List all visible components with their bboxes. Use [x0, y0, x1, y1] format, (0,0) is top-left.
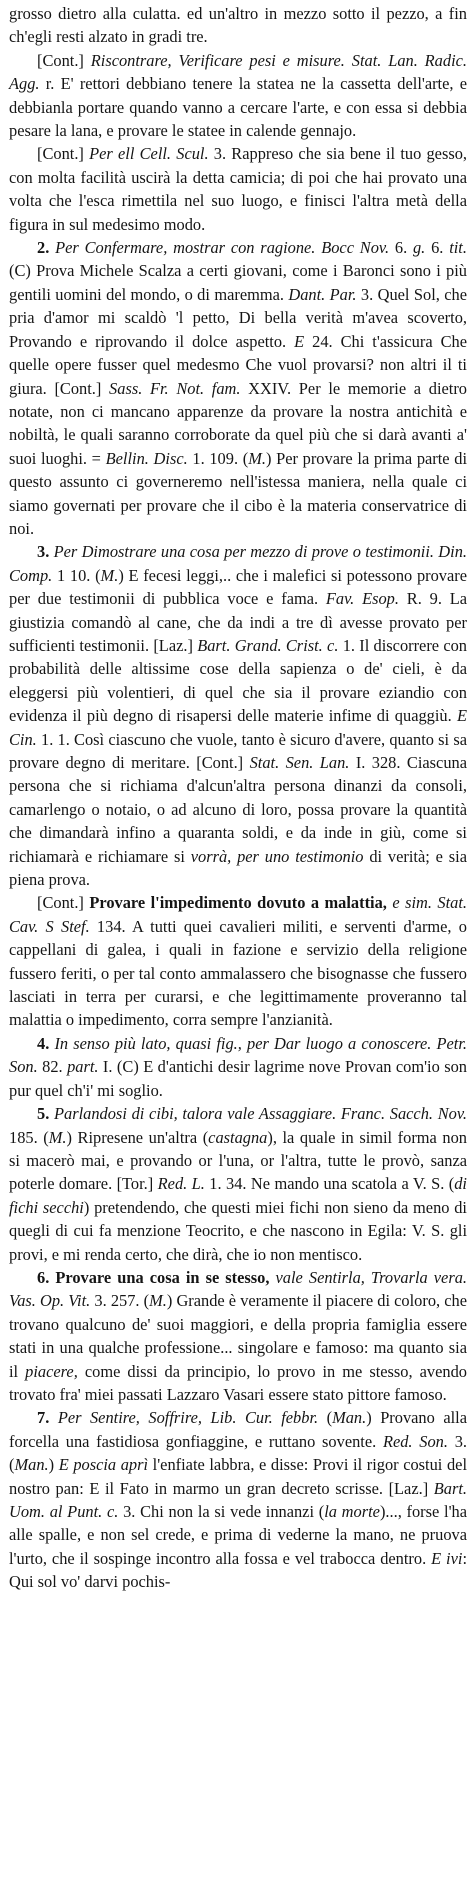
entry-text: ) Grande è veramente il piacere di coloro, che trovano qualcuno de' suoi maggiori, e della propria famiglia essere stati in una qualche professione... singolare e famoso: ma quanto sia il	[9, 1291, 467, 1381]
entry-text: I. 328. Ciascuna persona che si richiama d'alcun'altra persona dinanzi da consoli, camarlengo o notaio, o ad alcuno di loro, possa provare la quantità che dimandarà infino a quaranta soldi, e da inde in giù, come si richiamarà e richiamare si	[9, 753, 467, 866]
citation-text: M.	[248, 448, 266, 468]
entry-text: 134. A tutti quei cavalieri militi, e serventi d'arme, o cappellani di galea, i quali in fazione e servizio della religione fussero feriti, o per tal conto ammalassero che bisognasse che fussero lasciati in terra per curarsi, e che legittimamente proveranno tal malattia o impedimento, corra sempre l'anzianità.	[9, 916, 467, 1030]
entry-text: XXIV. Per le memorie a dietro notate, non ci mancano apparenze da provare la nostra antichità e nobiltà, le quali saranno corroborate da quel più che si darà avanti a' suoi luoghi. =	[9, 378, 467, 468]
entry-text: 3. (	[9, 1431, 467, 1475]
citation-text: la morte	[324, 1502, 380, 1521]
entry-paragraph	[9, 2, 467, 49]
entry-paragraph	[9, 891, 467, 1031]
entry-text	[49, 1408, 58, 1427]
entry-text: grosso dietro alla culatta. ed un'altro in mezzo sotto il pezzo, a fin ch'egli resti alzato in gradi tre.	[9, 4, 467, 47]
entry-text: come dissi da principio, lo provo in me stesso, avendo trovato fra' miei passati Lazzaro Vasari essere stato pittore famoso.	[9, 1361, 467, 1404]
entry-text: r. E' rettori debbiano tenere la statea ne la cassetta dell'arte, e debbianla portare quando vanno a cercare l'arte, e con essa si debbia pesare la lana, e provare le statee in calende gennajo.	[9, 74, 467, 141]
sense-heading: 6.	[37, 1267, 50, 1287]
entry-text: (	[318, 1408, 333, 1428]
citation-text: Man.	[14, 1455, 49, 1475]
citation-text: di fichi secchi	[9, 1174, 467, 1217]
entry-text: l'enfiate labbra, e disse: Provi il rigor costui del nostro pan: E il Fato in marmo un gran decreto scrisse. [Laz.]	[9, 1455, 467, 1498]
citation-text: Fav. Esop.	[325, 589, 399, 609]
citation-text: Man.	[332, 1408, 367, 1428]
entry-text: 1. 34. Ne mando una scatola a V. S. (	[204, 1174, 455, 1194]
entry-paragraph	[9, 49, 467, 143]
entry-paragraph	[9, 1266, 467, 1406]
citation-text: castagna	[208, 1127, 268, 1147]
entry-text: 6.	[425, 238, 450, 258]
entry-text: [Cont.]	[37, 144, 90, 164]
sense-heading: Provare l'impedimento dovuto a malattia,	[89, 893, 387, 913]
entry-text: 1. Il discorrere con probabilità delle altissime cose della sapienza o de' cieli, è da eleggersi più volentieri, di quel che sia il provare eziandio con evidenza il più degno di risapersi delle materie infime di quaggiù.	[9, 635, 467, 726]
citation-text: E ivi	[431, 1548, 463, 1568]
citation-text: In senso più lato, quasi fig., per Dar luogo a conoscere. Petr. Son.	[9, 1033, 467, 1077]
entry-text: ) pretendendo, che questi miei fichi non sieno da meno di quegli di cui fa menzione Teocrito, e che nascono in Egila: V. S. gli provi, e mi renda certo, che dirà, che io non mentisco.	[9, 1197, 467, 1264]
citation-text: Per ell Cell. Scul.	[89, 144, 209, 164]
entry-text: [Cont.]	[37, 893, 90, 913]
entry-text: R. 9. La giustizia comandò al cane, che da indi a tre dì avesse provato per sufficienti testimonii. [Laz.]	[9, 589, 468, 655]
citation-text: E Cin.	[9, 706, 467, 749]
citation-text: E	[294, 331, 305, 351]
entry-text: [Cont.]	[37, 50, 91, 70]
entry-text: 3. Quel Sol, che pria d'amor mi scaldò 'l petto, Di bella verità m'avea scoverto, Provando e riprovando il dolce aspetto.	[9, 284, 468, 351]
citation-text: Dant. Par.	[288, 284, 357, 304]
sense-heading: Provare una cosa in se stesso,	[55, 1267, 270, 1287]
entry-text: 3. 257. (	[90, 1291, 150, 1311]
entry-text: 82.	[37, 1057, 68, 1077]
sense-heading: 5.	[37, 1104, 50, 1124]
citation-text: vorrà, per uno testimonio	[190, 846, 364, 866]
citation-text: Bart. Uom. al Punt. c.	[9, 1478, 467, 1521]
entry-text: I. (C) E d'antichi desir lagrime nove Provan com'io son pur quel ch'i' mi soglio.	[9, 1057, 467, 1100]
entry-text: (C) Prova Michele Scalza a certi giovani, come i Baronci sono i più gentili uomini del mondo, o di maremma.	[9, 261, 467, 304]
entry-paragraph	[9, 1406, 467, 1593]
entry-text: ) E fecesi leggi,.. che i malefici si potessono provare per due testimonii di pubblica voce e fama.	[9, 565, 468, 609]
entry-text: 1 10. (	[52, 565, 101, 585]
entry-paragraph	[9, 1102, 467, 1266]
entry-text: 1. 109. (	[187, 448, 249, 468]
entry-text: 3. Rappreso che sia bene il tuo gesso, con molta facilità uscirà la detta camicia; di poi che hai provato una volta che l'esca rimettila nel suo luogo, e finisci l'altra metà della figura in sul medesimo modo.	[9, 144, 468, 234]
entry-text: ) Per provare la prima parte di questo assunto ci governeremo nell'istessa maniera, nella quale ci siamo governati per provare che il cibo è la materia conservatrice di noi.	[9, 448, 468, 538]
citation-text: Per Confermare, mostrar con ragione. Bocc Nov.	[55, 238, 390, 258]
entry-text: 185. (	[9, 1127, 49, 1147]
citation-text: vale Sentirla, Trovarla vera. Vas. Op. Vit.	[9, 1267, 467, 1311]
citation-text: M.	[100, 565, 119, 585]
citation-text: Bart. Grand. Crist. c.	[197, 635, 339, 655]
citation-text: Stat. Sen. Lan.	[249, 753, 350, 772]
citation-text: M.	[48, 1127, 67, 1147]
citation-text: g.	[412, 238, 426, 258]
sense-heading: 2.	[37, 238, 50, 258]
entry-text: ) Ripresene un'altra (	[66, 1127, 209, 1147]
entry-text: ) Provano alla forcella una fastidiosa gonfiaggine, e ruttano sovente.	[9, 1408, 467, 1451]
citation-text: part.	[67, 1057, 99, 1077]
citation-text: Sass. Fr. Not. fam.	[109, 378, 241, 398]
entry-text: 24. Chi t'assicura Che quelle opere fusser quel medesmo Che vuol provarsi? non altri il ti giura. [Cont.]	[9, 331, 467, 398]
entry-text: )..., forse l'ha alle spalle, e non sel crede, e prima di vederne la mano, ne pruova l'urto, che il sospinge incontro alla fossa e vel trabocca dentro.	[9, 1502, 467, 1568]
citation-text: Red. L.	[157, 1174, 205, 1194]
citation-text: Per Dimostrare una cosa per mezzo di prove o testimonii. Din. Comp.	[9, 542, 467, 585]
entry-text: : Qui sol vo' darvi pochis-	[9, 1548, 467, 1592]
citation-text: Per Sentire, Soffrire, Lib. Cur. febbr.	[57, 1408, 319, 1428]
citation-text: Red. Son.	[382, 1431, 448, 1451]
entry-text: 3. Chi non la si vede innanzi (	[118, 1502, 325, 1521]
citation-text: Bellin. Disc.	[105, 448, 188, 468]
citation-text: tit.	[449, 238, 467, 258]
citation-text: e sim. Stat. Cav. S Stef.	[9, 893, 467, 936]
entry-paragraph	[9, 1032, 467, 1102]
entry-paragraph	[9, 142, 467, 236]
sense-heading: 3.	[37, 542, 50, 562]
citation-text: piacere,	[25, 1361, 78, 1381]
entry-text: di verità; e sia piena prova.	[9, 846, 467, 890]
citation-text: M.	[149, 1291, 167, 1311]
entry-text: )	[48, 1455, 59, 1475]
citation-text: Parlandosi di cibi, talora vale Assaggiare. Franc. Sacch. Nov.	[54, 1104, 467, 1124]
sense-heading: 7.	[37, 1408, 50, 1428]
entry-paragraph	[9, 236, 467, 540]
citation-text: Riscontrare, Verificare pesi e misure. Stat. Lan. Radic. Agg.	[9, 50, 468, 94]
citation-text: E poscia aprì	[58, 1455, 149, 1475]
entry-paragraph	[9, 540, 467, 891]
sense-heading: 4.	[37, 1033, 50, 1053]
entry-text: 6.	[389, 238, 413, 258]
entry-text: ), la quale in simil forma non si macerò mai, e provando or l'una, or l'altra, tutte le provò, sanza poterle domare. [Tor.]	[9, 1127, 467, 1194]
entry-text: 1. 1. Così ciascuno che vuole, tanto è sicuro d'avere, quanto si sa provare degno di meritare. [Cont.]	[9, 729, 467, 772]
